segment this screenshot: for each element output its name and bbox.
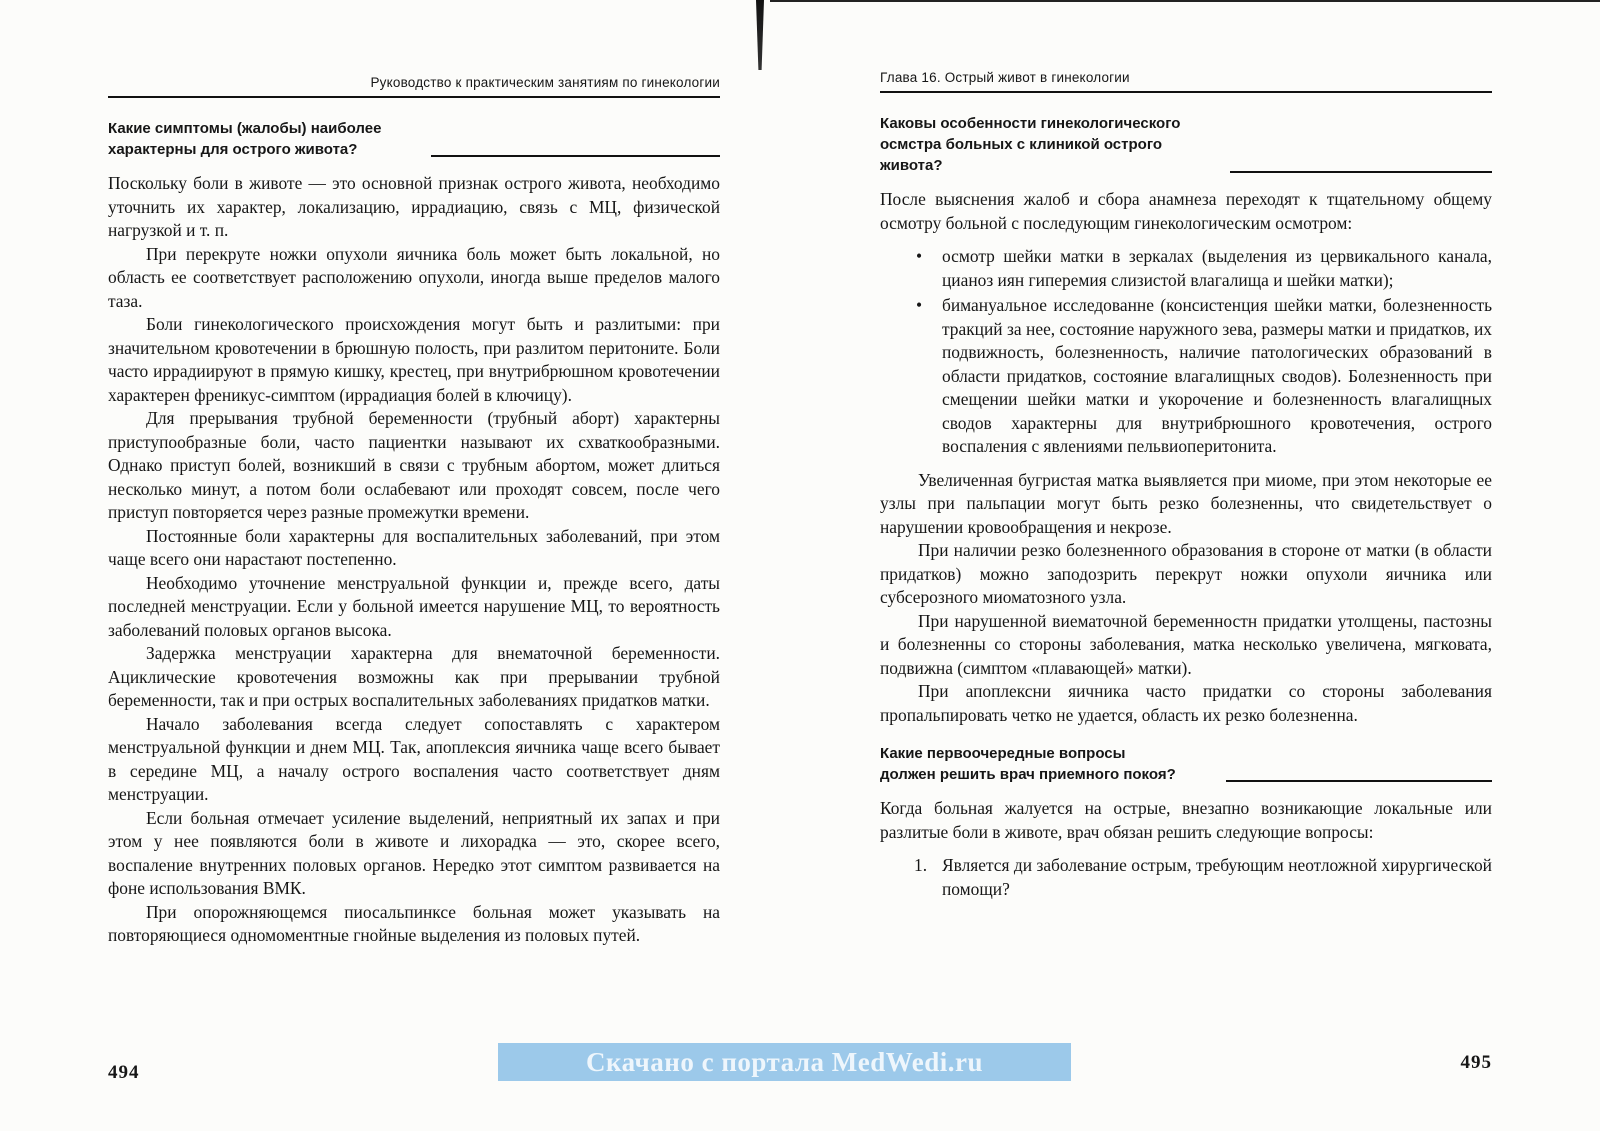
question-text: Каковы особенности гинекологического осмстра больных с клиникой острого живота? — [880, 115, 1181, 174]
bullet-icon: • — [916, 246, 923, 266]
list-item-text: осмотр шейки матки в зеркалах (выделения из цервикального канала, цианоз иян гиперемия слизистой влагалища и шейки матки); — [942, 246, 1492, 290]
question-text: Какие первоочередные вопросы должен решить врач приемного покоя? — [880, 745, 1176, 783]
question-heading — [880, 743, 1492, 785]
running-head: Глава 16. Острый живот в гинекологии — [880, 70, 1492, 93]
heading-rule — [1226, 780, 1492, 782]
paragraph: При наличии резко болезненного образования в стороне от матки (в области придатков) можно заподозрить перекрут ножки опухоли яичника или субсерозного миоматозного узла. — [880, 540, 1492, 607]
question-heading — [108, 118, 720, 160]
paragraph: При апоплексни яичника часто придатки со стороны заболевания пропальпировать четко не удается, область их резко болезненна. — [880, 681, 1492, 725]
heading-rule — [431, 155, 720, 157]
page-content — [880, 113, 1492, 901]
book-spine-shadow — [756, 0, 764, 70]
paragraph: Для прерывания трубной беременности (трубный аборт) характерны приступообразные боли, часто пациентки называют их схваткообразными. Однако приступ болей, возникший в связи с трубным абортом, может длиться несколько минут, а потом боли ослабевают или проходят совсем, после чего приступ повторяется через разные промежутки времени. — [108, 408, 720, 522]
paragraph: Начало заболевания всегда следует сопоставлять с характером менструальной функции и днем МЦ. Так, апоплексия яичника чаще всего бывает в середине МЦ, а началу острого воспаления часто соответствует дням менструации. — [108, 713, 720, 804]
heading-rule — [1230, 171, 1492, 173]
page-content — [108, 118, 720, 948]
list-item — [916, 245, 1492, 292]
running-head: Руководство к практическим занятиям по гинекологии — [108, 75, 720, 98]
left-page — [108, 0, 720, 1131]
paragraph: При нарушенной виематочной беременностн придатки утолщены, пастозны и болезненны со стороны заболевания, матка несколько увеличена, мягковата, подвижна (симптом «плавающей» матки). — [880, 610, 1492, 678]
list-number: 1. — [914, 855, 928, 875]
paragraph: Постоянные боли характерны для воспалительных заболеваний, при этом чаще всего они нарастают постепенно. — [108, 525, 720, 569]
paragraph: Боли гинекологического происхождения могут быть и разлитыми: при значительном кровотечении в брюшную полость, при разлитом перитоните. Боли часто иррадиируют в прямую кишку, крестец, при внутрибрюшном кровотечении характерен френикус-симптом (иррадиация болей в ключицу). — [108, 314, 720, 405]
page-number: 495 — [1460, 1052, 1492, 1073]
list-item — [916, 294, 1492, 459]
list-item-text: бимануальное исследованне (консистенция шейки матки, болезненность тракций за нее, состояние наружного зева, размеры матки и придатков, их подвижность, болезненность, наличие патологических образований в области придатков, состояние влагалищных сводов). Болезненность при смещении шейки матки и укорочение и болезненность влагалищных сводов характерны для внутрибрюшного кровотечения, острого воспаления с явлениями пельвиоперитонита. — [942, 295, 1492, 456]
paragraph: Задержка менструации характерна для внематочной беременности. Ациклические кровотечения возможны как при прерывании трубной беременности, так и при острых воспалительных заболеваниях придатков матки. — [108, 643, 720, 710]
right-page — [880, 0, 1492, 1131]
download-watermark: Скачано с портала MedWedi.ru — [498, 1043, 1071, 1081]
bullet-icon: • — [916, 295, 923, 315]
list-item-text: Является ди заболевание острым, требующим неотложной хирургической помощи? — [942, 855, 1492, 899]
paragraph: После выяснения жалоб и сбора анамнеза переходят к тщательному общему осмотру больной с последующим гинекологическим осмотром: — [880, 189, 1492, 233]
paragraph: Необходимо уточнение менструальной функции и, прежде всего, даты последней менструации. Если у больной имеется нарушение МЦ, то вероятность заболеваний половых органов высока. — [108, 572, 720, 640]
paragraph: Увеличенная бугристая матка выявляется при миоме, при этом некоторые ее узлы при пальпации могут быть резко болезненны, что свидетельствует о нарушении кровообращения и некрозе. — [880, 469, 1492, 537]
paragraph: При опорожняющемся пиосальпинксе больная может указывать на повторяющиеся одномоментные гнойные выделения из половых путей. — [108, 901, 720, 945]
paragraph: При перекруте ножки опухоли яичника боль может быть локальной, но область ее соответствует расположению опухоли, иногда выше пределов малого таза. — [108, 243, 720, 311]
paragraph: Когда больная жалуется на острые, внезапно возникающие локальные или разлитые боли в животе, врач обязан решить следующие вопросы: — [880, 798, 1492, 842]
numbered-list — [880, 854, 1492, 901]
paragraph: Поскольку боли в животе — это основной признак острого живота, необходимо уточнить их характер, локализацию, иррадиацию, связь с МЦ, физической нагрузкой и т. п. — [108, 173, 720, 240]
question-text: Какие симптомы (жалобы) наиболее характерны для острого живота? — [108, 120, 382, 158]
page-number: 494 — [108, 1062, 140, 1083]
list-item — [914, 854, 1492, 901]
bullet-list — [880, 245, 1492, 459]
paragraph: Если больная отмечает усиление выделений, неприятный их запах и при этом у нее появляются боли в животе и лихорадка — это, скорее всего, воспаление внутренних половых органов. Нередко этот симптом развивается на фоне использования ВМК. — [108, 807, 720, 898]
question-heading — [880, 113, 1492, 176]
